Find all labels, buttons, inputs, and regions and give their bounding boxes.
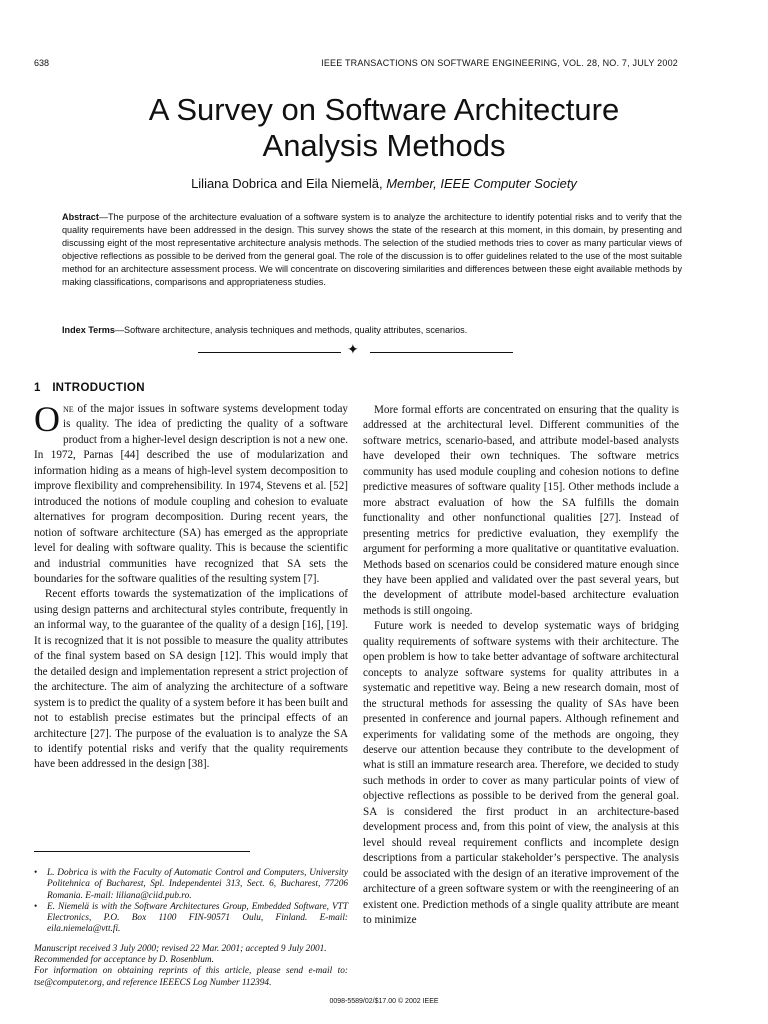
paragraph: Future work is needed to develop systematic ways of bridging quality requirements of software systems with their architecture. The open problem is how to take better advantage of software architectural concepts to analyze software systems for quality attributes in a systematic and repetitive way. Being a new research domain, most of the structural methods for assessing the quality of SAs have been presented in conference and journal papers. Although refinement and experiments for validating some of the methods are ongoing, they deserve our attention because they contribute to the development of what is still an immature research area. Therefore, we decided to study such methods in order to cover as many particular points of view of objective reflections as possible to be derived from the general goal. SA is considered the first product in an architecture-based development process and, from this point of view, the analysis at this level should reveal requirement conflicts and incomplete design descriptions from a particular stakeholder’s perspective. The analysis could be associated with the design of an iterative improvement of the architecture of a green software system or with the reengineering of an existent one. Prediction methods of a single quality attribute are meant to minimize [363,620,679,926]
footnote-text: L. Dobrica is with the Faculty of Automatic Control and Computers, University Politehnica of Bucharest, Spl. Independentei 313, Sect. 6, Bucharest, 77206 Romania. E-mail: liliana@ciid.pub.ro. [47,868,348,901]
footnote-item [34,868,348,902]
manuscript-received: Manuscript received 3 July 2000; revised 22 Mar. 2001; accepted 9 July 2001. [34,943,327,954]
index-terms-label: Index Terms [62,325,115,335]
paragraph: More formal efforts are concentrated on ensuring that the quality is addressed at the architectural level. Different communities of the software metrics, scenario-based, and attribute model-based analysts have developed their own techniques. The software metrics community has used module coupling and cohesion notions to define predictive measures of software quality [15]. Other methods include a more abstract evaluation of how the SA fulfills the domain functionality and other nonfunctional qualities [27]. Instead of presenting metrics for predictive evaluation, they exemplify the argument for performing a more qualitative or quantitative evaluation. Methods based on scenarios could be considered mature enough since they have been applied and validated over the past several years, but the development of attribute model-based architecture evaluation methods is still ongoing. [363,404,679,617]
page-number: 638 [34,58,50,68]
footnote-text: E. Niemelä is with the Software Architectures Group, Embedded Software, VTT Electronics, P.O. Box 1100 FIN-90571 Oulu, Finland. E-mail: eila.niemela@vtt.fi. [47,901,348,935]
manuscript-reprints: For information on obtaining reprints of this article, please send e-mail to: tse@computer.org, and reference IEEECS Log Number 112394. [34,966,348,988]
section-number: 1 [34,382,41,394]
divider-rule-left [198,352,341,353]
manuscript-recommended: Recommended for acceptance by D. Rosenblum. [34,955,214,966]
lead-smallcaps: ne [63,403,74,415]
divider-rule-right [370,352,513,353]
title-line-1: A Survey on Software Architecture [148,92,620,127]
bullet-icon: • [34,901,38,912]
abstract-text: —The purpose of the architecture evaluation of a software system is to analyze the architecture to identify potential risks and to verify that the quality requirements have been addressed in the design. This survey shows the state of the research at this moment, in this domain, by presenting and discussing eight of the most representative architecture analysis methods. The selection of the studied methods tries to cover as many particular views of objective reflections as possible to be derived from the general goal. The role of the discussion is to offer guidelines related to the use of the most suitable method for an architecture assessment process. We will concentrate on discovering similarities and differences between these eight available methods by making classifications, comparisons and appropriateness studies. [62,212,682,287]
divider-diamond-icon: ✦ [347,343,359,358]
index-terms-text: —Software architecture, analysis techniques and methods, quality attributes, scenarios. [114,325,468,335]
authors [0,176,768,191]
footnotes [34,868,348,989]
section-heading [34,382,145,394]
manuscript-info [34,944,348,989]
index-terms [62,324,682,337]
left-column [34,399,348,773]
author-names: Liliana Dobrica and Eila Niemelä, [191,176,383,191]
footnote-rule [34,851,250,852]
paper-title [0,92,768,164]
author-affiliation: Member, IEEE Computer Society [386,176,577,191]
paragraph [34,399,348,587]
running-head: IEEE TRANSACTIONS ON SOFTWARE ENGINEERING, VOL. 28, NO. 7, JULY 2002 [321,58,678,68]
right-column [363,403,679,928]
paragraph: Recent efforts towards the systematization of the implications of using design patterns and architectural styles contribute, frequently in an informal way, to the guarantee of the quality of a design [16], [19]. It is recognized that it is not possible to measure the quality attributes of the final system based on SA design [12]. This would imply that the detailed design and implementation represent a strict projection of the architecture. The aim of analyzing the architecture of a software system is to predict the quality of a system before it has been built and not to establish precise estimates but the principal effects of an architecture [27]. The purpose of the evaluation is to analyze the SA to identify potential risks and verify that the quality requirements have been addressed in the design [38]. [34,588,348,771]
abstract [62,211,682,289]
section-title-initial: I [52,382,56,394]
abstract-label: Abstract [62,212,99,222]
copyright-code: 0098-5589/02/$17.00 © 2002 IEEE [329,998,439,1005]
paragraph-text: of the major issues in software systems development today is quality. The idea of predicting the quality of a software product from a higher-level design description is not a new one. In 1972, Parnas [44] described the use of modularization and information hiding as a means of high-level system decomposition to improve flexibility and comprehensibility. In 1974, Stevens et al. [52] introduced the notions of module coupling and cohesion to evaluate alternatives for program decomposition. During recent years, the notion of software architecture (SA) has emerged as the appropriate level for dealing with software quality. This is because the scientific and industrial communities have recognized that SA sets the boundaries for the software qualities of the resulting system [7]. [34,403,348,585]
footnote-item [34,902,348,936]
title-line-2: Analysis Methods [262,128,506,163]
drop-cap: O [34,399,60,439]
bullet-icon: • [34,868,38,878]
section-title-rest: NTRODUCTION [55,382,145,394]
